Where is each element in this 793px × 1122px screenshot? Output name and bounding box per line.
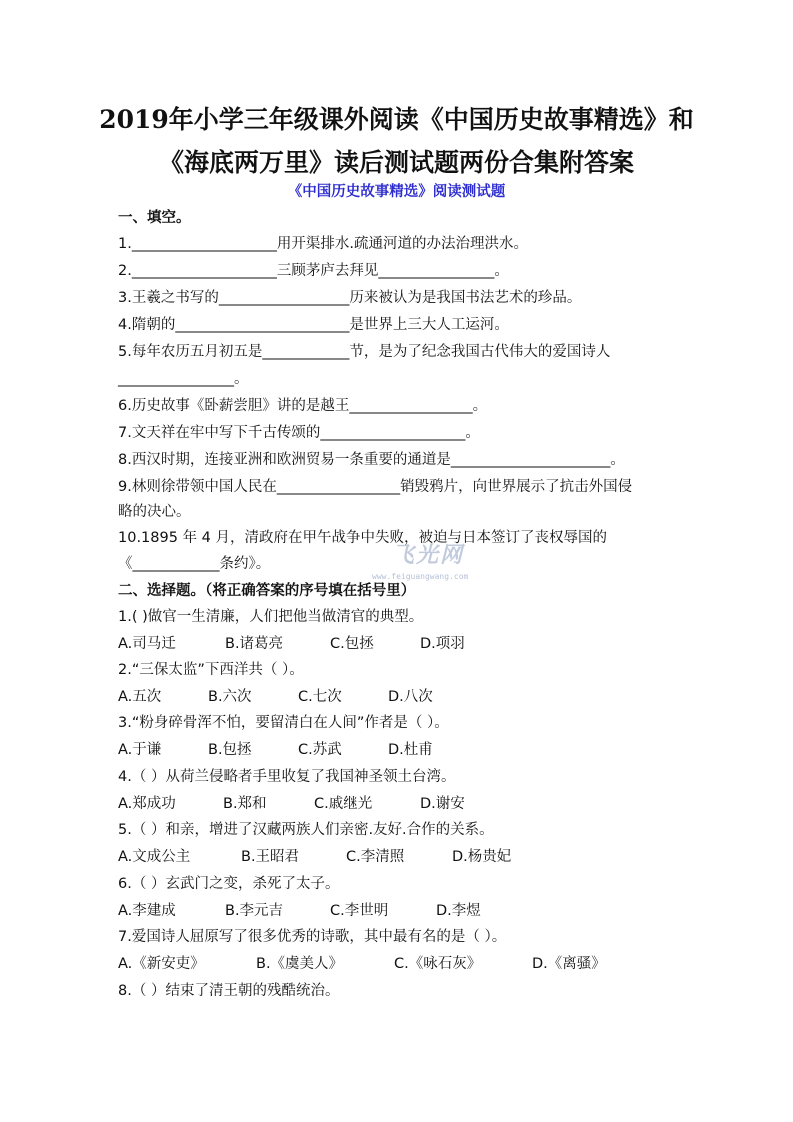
option: A.五次: [118, 689, 162, 705]
question: 6.（ ）玄武门之变，杀死了太子。: [118, 876, 340, 892]
fill-line: 6.历史故事《卧薪尝胆》讲的是越王_________________。: [118, 398, 488, 414]
option: B.诸葛亮: [225, 636, 284, 652]
option: B.六次: [208, 689, 252, 705]
watermark-logo-text: 飞光网: [392, 543, 465, 568]
fill-line: 3.王羲之书写的__________________历来被认为是我国书法艺术的珍品。: [118, 290, 582, 306]
fill-line: 《____________条约》。: [118, 556, 271, 572]
option: B.王昭君: [241, 849, 300, 865]
question: 3.“粉身碎骨浑不怕，要留清白在人间”作者是（ ）。: [118, 715, 449, 731]
option: A.李建成: [118, 903, 176, 919]
fill-line: 9.林则徐带领中国人民在_________________销毁鸦片，向世界展示了抗击外国侵: [118, 479, 633, 495]
watermark-url: www.feiguangwang.com: [372, 572, 469, 581]
option: D.项羽: [420, 636, 465, 652]
question: 2.“三保太监”下西洋共（ ）。: [118, 662, 304, 678]
option: D.八次: [388, 689, 433, 705]
question: 8.（ ）结束了清王朝的残酷统治。: [118, 983, 340, 999]
option: C.戚继光: [314, 796, 373, 812]
subtitle: 《中国历史故事精选》阅读测试题: [287, 184, 506, 200]
option: B.包拯: [208, 742, 252, 758]
option: D.杨贵妃: [452, 849, 512, 865]
option: A.司马迁: [118, 636, 176, 652]
option: A.文成公主: [118, 849, 191, 865]
question: 7.爱国诗人屈原写了很多优秀的诗歌，其中最有名的是（ ）。: [118, 929, 507, 945]
option: C.《咏石灰》: [394, 956, 482, 972]
option: C.苏武: [298, 742, 342, 758]
fill-line: 略的决心。: [118, 504, 191, 520]
fill-line: 5.每年农历五月初五是____________节，是为了纪念我国古代伟大的爱国诗人: [118, 344, 611, 360]
question: 1.( )做官一生清廉，人们把他当做清官的典型。: [118, 609, 424, 625]
section-heading-fill: 一、填空。: [118, 210, 191, 226]
option: A.于谦: [118, 742, 162, 758]
option: D.谢安: [420, 796, 465, 812]
option: C.七次: [298, 689, 342, 705]
option: B.《虞美人》: [256, 956, 344, 972]
option: B.郑和: [223, 796, 267, 812]
title-line-2: 《海底两万里》读后测试题两份合集附答案: [158, 148, 634, 177]
fill-line: 1.____________________用开渠排水.疏通河道的办法治理洪水。: [118, 236, 528, 252]
option: D.李煜: [436, 903, 481, 919]
option: C.包拯: [330, 636, 374, 652]
option: A.郑成功: [118, 796, 176, 812]
question: 4.（ ）从荷兰侵略者手里收复了我国神圣领土台湾。: [118, 769, 456, 785]
site-watermark: [372, 538, 472, 594]
title-line-1: 2019年小学三年级课外阅读《中国历史故事精选》和: [99, 105, 694, 134]
fill-line: 2.____________________三顾茅庐去拜见________________。: [118, 263, 509, 279]
option: C.李清照: [346, 849, 405, 865]
option: C.李世明: [330, 903, 389, 919]
fill-line: ________________。: [118, 371, 249, 387]
section-heading-choice: 二、选择题。（将正确答案的序号填在括号里）: [118, 583, 416, 599]
fill-line: 10.1895 年 4 月，清政府在甲午战争中失败，被迫与日本签订了丧权辱国的: [118, 530, 608, 546]
question: 5.（ ）和亲，增进了汉藏两族人们亲密.友好.合作的关系。: [118, 822, 494, 838]
fill-line: 7.文天祥在牢中写下千古传颂的____________________。: [118, 425, 480, 441]
fill-line: 4.隋朝的________________________是世界上三大人工运河。: [118, 317, 509, 333]
option: A.《新安吏》: [118, 956, 205, 972]
option: D.杜甫: [388, 742, 433, 758]
option: D.《离骚》: [532, 956, 606, 972]
option: B.李元吉: [225, 903, 284, 919]
fill-line: 8.西汉时期，连接亚洲和欧洲贸易一条重要的通道是______________________。: [118, 452, 625, 468]
